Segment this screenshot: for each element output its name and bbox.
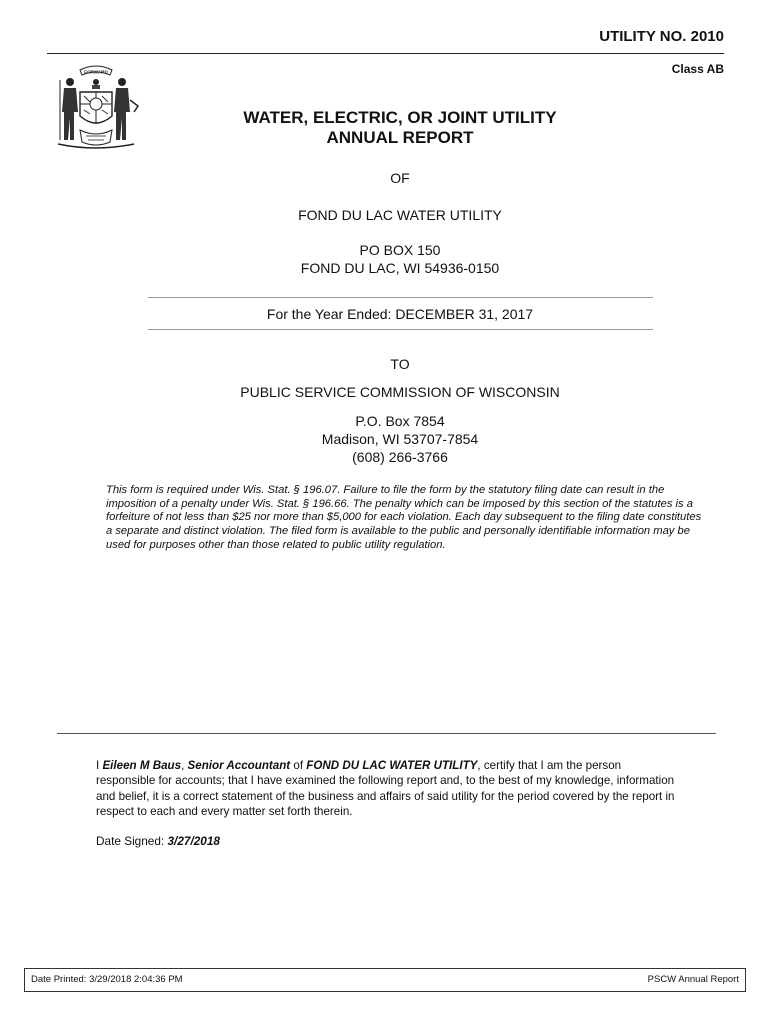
utility-class: Class AB xyxy=(671,62,724,76)
cert-utility: FOND DU LAC WATER UTILITY xyxy=(306,759,478,772)
date-signed-label: Date Signed: xyxy=(96,834,168,848)
utility-name: FOND DU LAC WATER UTILITY xyxy=(298,207,502,223)
commission-name: PUBLIC SERVICE COMMISSION OF WISCONSIN xyxy=(240,384,560,400)
report-name: PSCW Annual Report xyxy=(647,974,739,985)
utility-address xyxy=(0,241,770,277)
cert-signer: Eileen M Baus xyxy=(102,759,182,772)
commission-address xyxy=(0,412,770,466)
certification-statement xyxy=(96,758,676,820)
to-label: TO xyxy=(390,356,410,372)
commission-phone: (608) 266-3766 xyxy=(352,449,448,465)
commission-address-line2: Madison, WI 53707-7854 xyxy=(321,431,479,447)
cert-statement: , certify that I am the person responsible for accounts; that I have examined the following report and, to the best of my knowledge, information and belief, it is a correct statement of the business and affairs of said utility for the period covered by the report in respect to each and every matter set forth therein. xyxy=(96,759,675,819)
year-rule-top xyxy=(148,297,653,298)
year-ended: For the Year Ended: DECEMBER 31, 2017 xyxy=(266,306,534,322)
page-footer xyxy=(24,968,746,992)
report-title xyxy=(0,108,770,148)
utility-address-line1: PO BOX 150 xyxy=(359,242,441,258)
of-label: OF xyxy=(390,170,410,186)
cert-title: Senior Accountant xyxy=(187,759,291,772)
report-title-line2: ANNUAL REPORT xyxy=(326,128,474,147)
utility-address-line2: FOND DU LAC, WI 54936-0150 xyxy=(300,260,500,276)
header-rule xyxy=(47,53,724,54)
year-rule-bottom xyxy=(148,329,653,330)
section-divider xyxy=(57,733,716,734)
utility-number: UTILITY NO. 2010 xyxy=(599,28,724,45)
cert-sep: , xyxy=(181,759,188,772)
cert-prefix: I xyxy=(96,759,103,772)
commission-address-line1: P.O. Box 7854 xyxy=(355,413,445,429)
date-signed-value: 3/27/2018 xyxy=(167,834,220,848)
cert-of: of xyxy=(290,759,307,772)
svg-text:FORWARD: FORWARD xyxy=(84,69,108,75)
date-printed: Date Printed: 3/29/2018 2:04:36 PM xyxy=(31,974,183,985)
statutory-notice: This form is required under Wis. Stat. § 196.07. Failure to file the form by the statutory filing date can result in the imposition of a penalty under Wis. Stat. § 196.66. The penalty which can be imposed by this section of the statutes is a forfeiture of not less than $25 nor more than $5,000 for each violation. Each day subsequent to the filing date constitutes a separate and distinct violation. The filed form is available to the public and personally identifiable information may be used for purposes other than those related to public utility regulation. xyxy=(106,484,702,551)
date-signed xyxy=(96,834,220,848)
report-title-line1: WATER, ELECTRIC, OR JOINT UTILITY xyxy=(243,108,557,127)
